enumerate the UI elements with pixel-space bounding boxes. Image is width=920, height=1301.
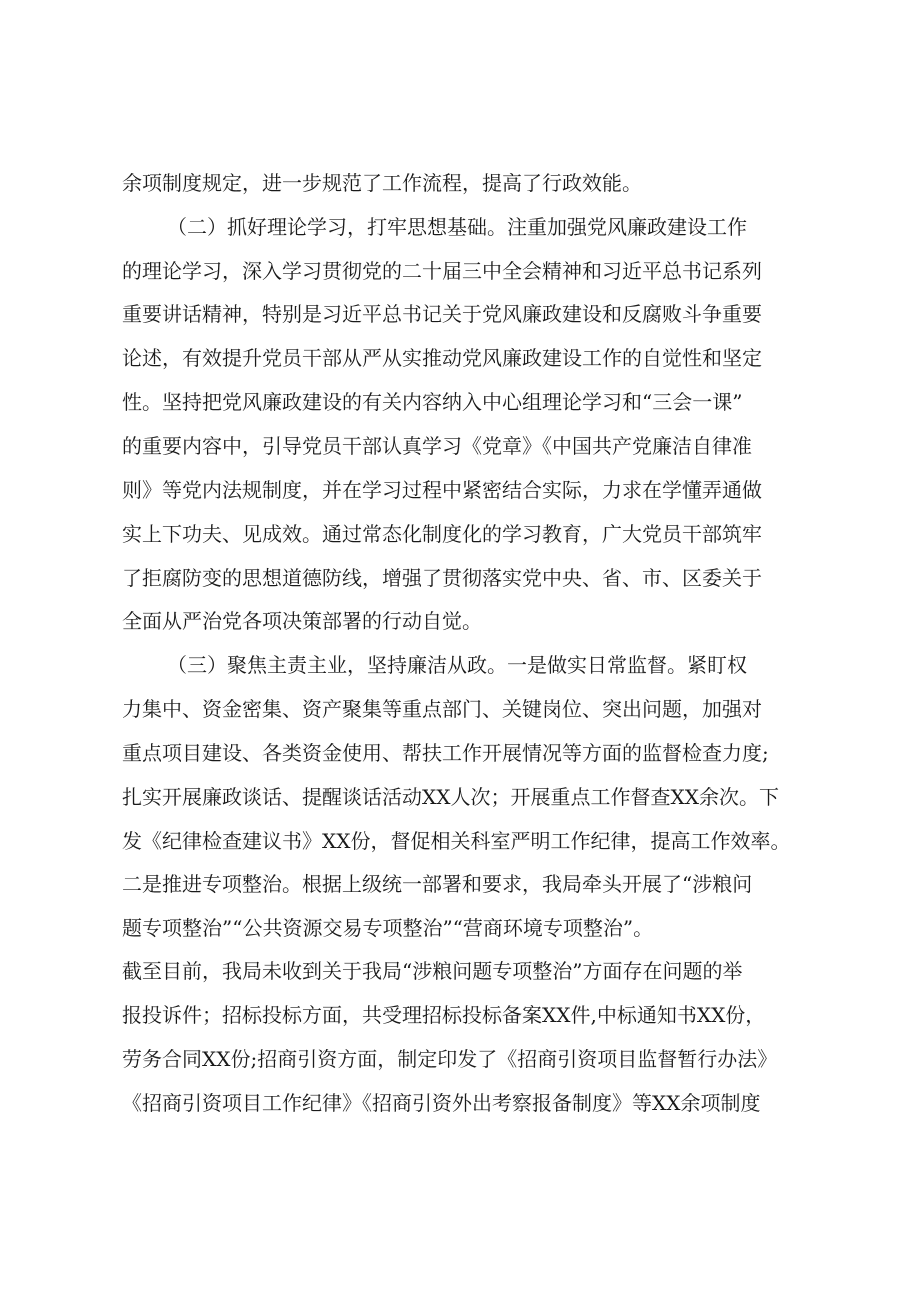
text-line: 力集中、资金密集、资产聚集等重点部门、关键岗位、突出问题，加强对 (122, 697, 762, 721)
text-line: 截至目前，我局未收到关于我局“涉粮问题专项整治”方面存在问题的举 (122, 959, 743, 983)
text-line: 扎实开展廉政谈话、提醒谈话活动XX人次；开展重点工作督查XX余次。下 (122, 785, 779, 809)
text-line: 实上下功夫、见成效。通过常态化制度化的学习教育，广大党员干部筑牢 (122, 522, 762, 546)
text-line: 论述，有效提升党员干部从严从实推动党风廉政建设工作的自觉性和坚定 (122, 346, 762, 370)
text-line: 发《纪律检查建议书》XX份，督促相关科室严明工作纪律，提高工作效率。 (122, 829, 791, 853)
text-line: 重点项目建设、各类资金使用、帮扶工作开展情况等方面的监督检查力度; (122, 741, 769, 765)
paragraph-heading-line: （三）聚焦主责主业，坚持廉洁从政。一是做实日常监督。紧盯权 (167, 653, 747, 677)
text-line: 性。坚持把党风廉政建设的有关内容纳入中心组理论学习和“三会一课” (122, 390, 743, 414)
text-line: 二是推进专项整治。根据上级统一部署和要求，我局牵头开展了“涉粮问 (122, 872, 753, 896)
text-line: 重要讲话精神，特别是习近平总书记关于党风廉政建设和反腐败斗争重要 (122, 302, 762, 326)
paragraph-heading-line: （二）抓好理论学习，打牢思想基础。注重加强党风廉政建设工作 (167, 215, 747, 239)
text-line: 劳务合同XX份;招商引资方面，制定印发了《招商引资项目监督暂行办法》 (122, 1047, 778, 1071)
text-line: 全面从严治党各项决策部署的行动自觉。 (122, 609, 482, 633)
text-line: 的重要内容中，引导党员干部认真学习《党章》《中国共产党廉洁自律准 (122, 434, 752, 458)
text-line: 了拒腐防变的思想道德防线，增强了贯彻落实党中央、省、市、区委关于 (122, 566, 762, 590)
text-line: 《招商引资项目工作纪律》《招商引资外出考察报备制度》等XX余项制度 (122, 1091, 761, 1115)
text-line: 余项制度规定，进一步规范了工作流程，提高了行政效能。 (122, 171, 642, 195)
text-line: 报投诉件；招标投标方面，共受理招标投标备案XX件,中标通知书XX份， (122, 1003, 766, 1027)
text-line: 则》等党内法规制度，并在学习过程中紧密结合实际，力求在学懂弄通做 (122, 478, 762, 502)
text-line: 题专项整治”“公共资源交易专项整治”“营商环境专项整治”。 (122, 916, 654, 940)
text-line: 的理论学习，深入学习贯彻党的二十届三中全会精神和习近平总书记系列 (122, 259, 762, 283)
